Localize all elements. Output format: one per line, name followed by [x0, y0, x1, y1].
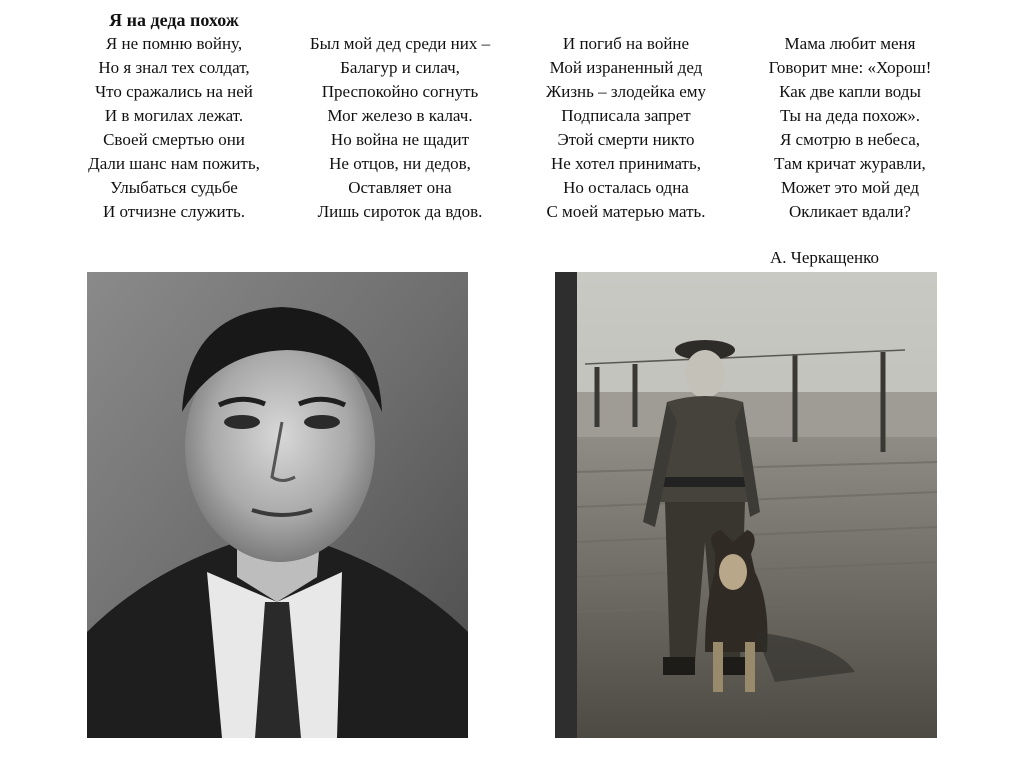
stanza-line: Этой смерти никто — [557, 130, 695, 149]
stanza-line: Дали шанс нам пожить, — [88, 154, 260, 173]
stanza-line: Как две капли воды — [779, 82, 921, 101]
stanza-line: Не отцов, ни дедов, — [329, 154, 471, 173]
stanza-line: Балагур и силач, — [340, 58, 460, 77]
stanza-line: Своей смертью они — [103, 130, 245, 149]
stanza-line: Там кричат журавли, — [774, 154, 926, 173]
stanza-line: Мама любит меня — [784, 34, 916, 53]
stanza-3 — [508, 32, 744, 224]
stanza-line: Ты на деда похож». — [779, 106, 921, 125]
stanza-line: Был мой дед среди них – — [309, 34, 491, 53]
stanza-line: Может это мой дед — [781, 178, 919, 197]
stanza-1 — [56, 8, 292, 224]
stanza-line: Жизнь – злодейка ему — [546, 82, 706, 101]
stanza-2 — [282, 32, 518, 224]
poem-title: Я на деда похож — [109, 10, 239, 30]
stanza-line: Но война не щадит — [330, 130, 470, 149]
stanza-line: Я не помню войну, — [105, 34, 243, 53]
stanza-line: Я смотрю в небеса, — [779, 130, 921, 149]
stanza-line: Окликает вдали? — [789, 202, 911, 221]
stanza-line: И отчизне служить. — [102, 202, 246, 221]
poem-author: А. Черкащенко — [770, 248, 880, 267]
stanza-line: Подписала запрет — [561, 106, 691, 125]
soldier-with-dog-photo — [555, 272, 937, 738]
stanza-line: Мой израненный дед — [549, 58, 703, 77]
stanza-line: Преспокойно согнуть — [321, 82, 479, 101]
stanza-line: Оставляет она — [348, 178, 452, 197]
stanza-line: Но я знал тех солдат, — [98, 58, 250, 77]
stanza-4 — [732, 32, 968, 224]
stanza-line: Лишь сироток да вдов. — [317, 202, 483, 221]
stanza-line: Не хотел принимать, — [551, 154, 701, 173]
stanza-line: И в могилах лежат. — [104, 106, 244, 125]
stanza-line: И погиб на войне — [562, 34, 690, 53]
stanza-line: Улыбаться судьбе — [110, 178, 238, 197]
stanza-line: Что сражались на ней — [95, 82, 253, 101]
stanza-line: Но осталась одна — [563, 178, 689, 197]
stanza-line: Говорит мне: «Хорош! — [768, 58, 932, 77]
stanza-line: С моей матерью мать. — [546, 202, 706, 221]
stanza-line: Мог железо в калач. — [327, 106, 473, 125]
portrait-photo — [87, 272, 468, 738]
